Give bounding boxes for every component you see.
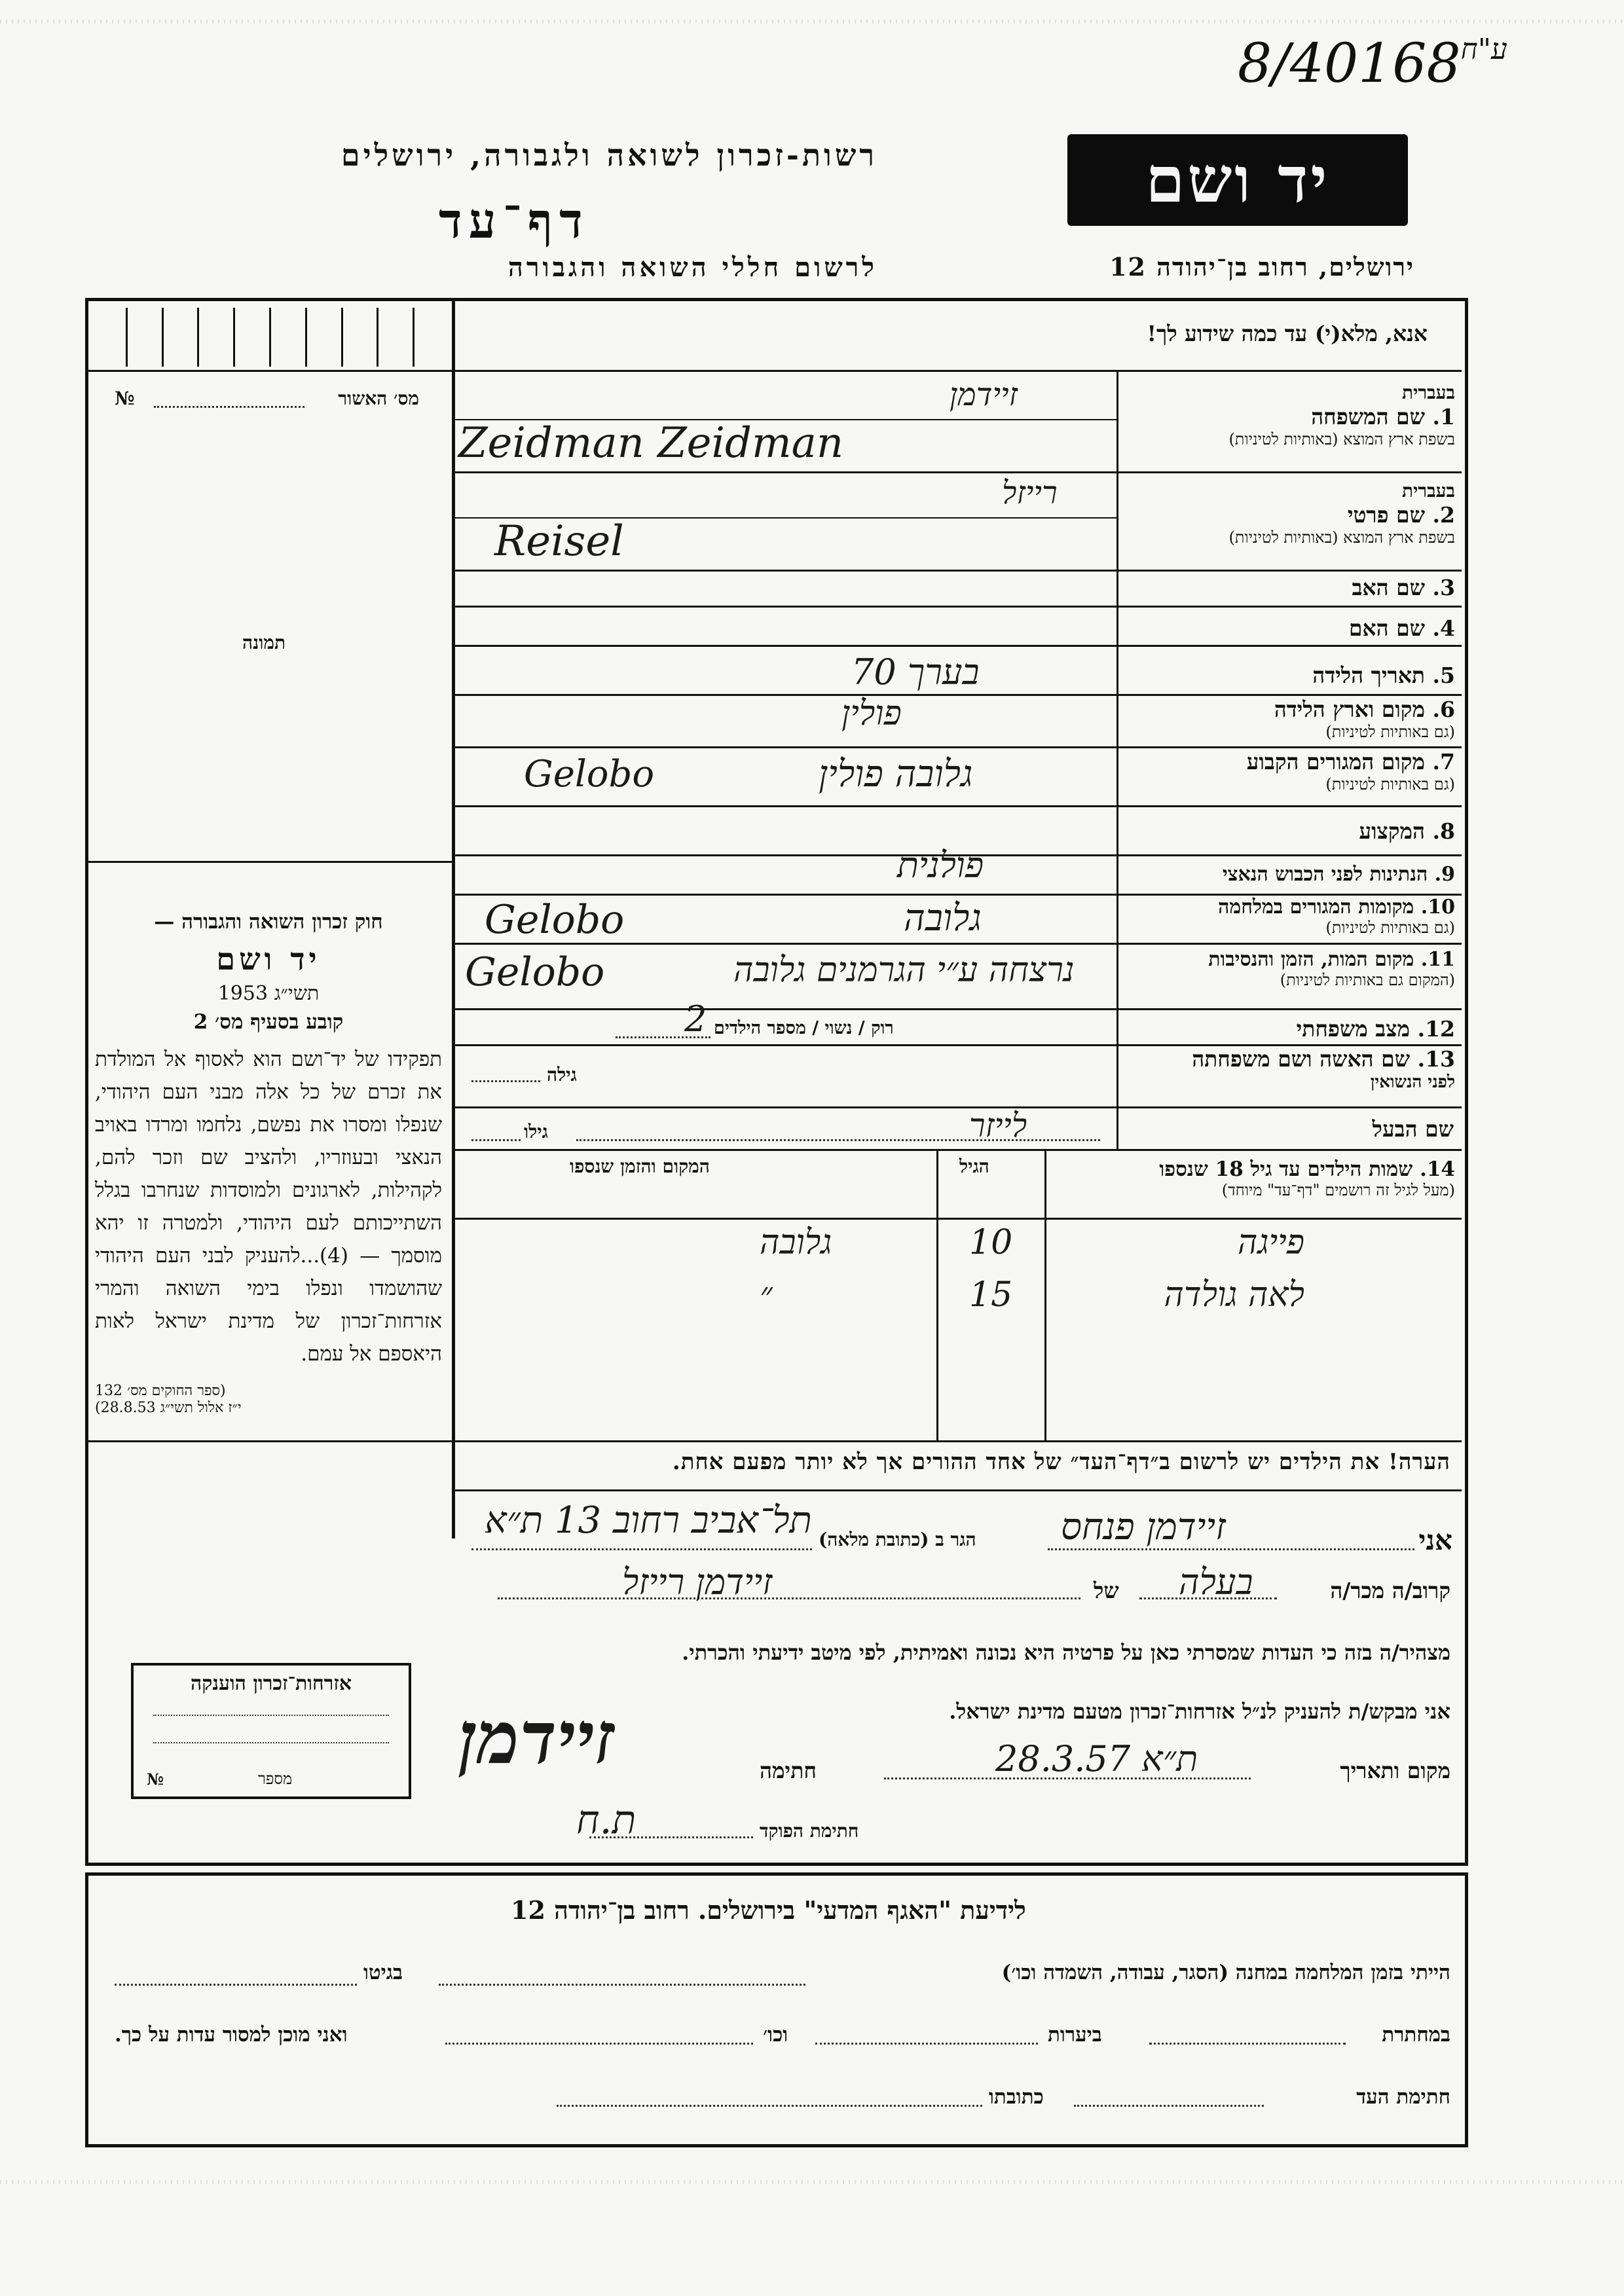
child-age: 15 [969, 1275, 1013, 1315]
f2-value-latin: Reisel [494, 517, 624, 566]
field-4-label: 4. שם האם [1348, 615, 1455, 641]
declaration-text: מצהיר/ה בזה כי העדות שמסרתי כאן על פרטיה היא נכונה ואמיתית, לפי מיטב ידיעתי והכרתי. [682, 1640, 1450, 1665]
f13b-value: לייזר [969, 1106, 1027, 1144]
law-clause: קובע בסעיף מס׳ 2 [193, 1010, 344, 1034]
f12-options: רוק / נשוי / מספר הילדים [714, 1018, 894, 1038]
yad-vashem-logo: יד ושם [1067, 134, 1408, 226]
f13b-age-label: גילו [524, 1121, 548, 1142]
signature-label: חתימה [760, 1758, 817, 1783]
bottom-line2b: ביערות [1048, 2023, 1102, 2047]
field-8-label: 8. המקצוע [1359, 818, 1455, 844]
col-age: הגיל [959, 1156, 989, 1177]
field-6-label: 6. מקום וארץ הלידה (גם באותיות לטיניות) [1274, 697, 1455, 741]
relation-label: קרוב/ה מכר/ה [1330, 1578, 1450, 1603]
instruction: אנא, מלא(י) עד כמה שידוע לך! [1147, 321, 1428, 346]
declarant-name: זיידמן פנחס [1061, 1506, 1226, 1548]
citizenship-box: אזרחות־זכרון הוענקה № מספר [131, 1663, 411, 1799]
f9-value: פולנית [897, 845, 984, 886]
place-date-value: ת״א 28.3.57 [995, 1738, 1198, 1779]
bottom-line2a: במחתרת [1382, 2023, 1450, 2047]
page-title: דף־עד [439, 193, 589, 249]
field-7-label: 7. מקום המגורים הקבוע (גם באותיות לטיניות) [1246, 749, 1455, 793]
page-subtitle: לרשום חללי השואה והגבורה [507, 252, 877, 283]
child-row [452, 1270, 1462, 1322]
field-13-label: 13. שם האשה ושם משפחתה לפני הנשואין [1192, 1046, 1455, 1092]
child-age: 10 [969, 1223, 1013, 1262]
bottom-line2c: וכו׳ [763, 2023, 788, 2047]
approval-no: № [115, 388, 135, 409]
field-3-label: 3. שם האב [1352, 575, 1455, 600]
bottom-line1a: הייתי בזמן המלחמה במחנה (הסגר, עבודה, השמדה וכו׳) [1001, 1961, 1450, 1984]
child-name: פייגה [1237, 1223, 1304, 1262]
resides-label: הגר ב (כתובת מלאה) [819, 1529, 976, 1550]
note: הערה! את הילדים יש לרשום ב״דף־העד״ של אחד ההורים אך לא יותר מפעם אחת. [672, 1449, 1450, 1475]
f10-value-hebrew: גלובה [904, 897, 982, 939]
archive-number: $8/40168^{ע"ח}$ [1238, 33, 1507, 95]
field-10-label: 10. מקומות המגורים במלחמה (גם באותיות לטיניות) [1218, 896, 1455, 937]
law-box [95, 910, 442, 1416]
f2-value-hebrew: רייזל [1002, 475, 1058, 511]
field-14-label: 14. שמות הילדים עד גיל 18 שנספו (מעל לגיל זה רושמים "דף־עד" מיוחד) [1159, 1157, 1455, 1199]
col-place: המקום והזמן שנספו [570, 1156, 710, 1177]
declarant-address: תל־אביב רחוב 13 ת״א [485, 1499, 812, 1542]
approval-label: מס׳ האשור [338, 388, 419, 409]
child-row [452, 1218, 1462, 1270]
f13-age-label: גילה [547, 1064, 577, 1085]
f1-value-hebrew: זיידמן [950, 376, 1018, 413]
field-2-label: בעברית 2. שם פרטי בשפת ארץ המוצא (באותיות לטיניות) [1228, 480, 1455, 547]
bottom-line2d: ואני מוכן למסור עדות על כך. [115, 2023, 348, 2047]
bottom-line3b: כתובתו [989, 2085, 1044, 2109]
f11-value-latin: Gelobo [465, 949, 605, 995]
law-source: (ספר החוקים מס׳ 132 [95, 1383, 226, 1399]
child-place: גלובה [760, 1223, 832, 1262]
scan-noise-top [0, 20, 1624, 24]
child-place: ״ [760, 1275, 773, 1315]
of-value: זיידמן רייזל [622, 1561, 773, 1603]
bottom-line3a: חתימת העד [1356, 2085, 1450, 2109]
of-label: של [1094, 1578, 1119, 1603]
code-boxes [92, 308, 449, 367]
officer-label: חתימת הפוקד [760, 1820, 859, 1842]
field-1-label: בעברית 1. שם המשפחה בשפת ארץ המוצא (באותיות לטיניות) [1228, 382, 1455, 448]
field-12-label: 12. מצב משפחתי [1296, 1016, 1455, 1042]
org-line: רשות-זכרון לשואה ולגבורה, ירושלים [341, 137, 877, 173]
f10-value-latin: Gelobo [485, 897, 625, 943]
address: ירושלים, רחוב בן־יהודה 12 [1109, 252, 1414, 282]
place-date-label: מקום ותאריך [1340, 1758, 1450, 1783]
law-year: תשי״ג 1953 [217, 982, 320, 1005]
citizenship-title: אזרחות־זכרון הוענקה [190, 1672, 352, 1695]
f5-value: בערך 70 [851, 651, 980, 693]
f1-value-latin: Zeidman Zeidman [458, 419, 844, 467]
bottom-heading: לידיעת "האגף המדעי" בירושלים. רחוב בן־יהודה 12 [511, 1895, 1026, 1925]
f12-value: 2 [684, 998, 707, 1040]
f7-value-hebrew: גלובה פולין [819, 753, 973, 795]
f7-value-latin: Gelobo [524, 753, 655, 795]
law-body: תפקידו של יד־ושם הוא לאסוף אל המולדת את זכרם של כל אלה מבני העם היהודי, שנפלו ומסרו את נפשם, נלחמו ומרדו באויב הנאצי ובעוזריו, ולהציב שם וזכר להם, לקהילות, לארגונים ולמוסדות שנחרבו בגלל השתייכותם לעם היהודי, ולמטרה זו יהא מוסמך — (4)...להעניק לבני העם היהודי שהושמדו ונפלו בימי השואה והמרי אזרחות־זכרון של מדינת ישראל לאות היאספם אל עמם. [95, 1048, 442, 1366]
request-text: אני מבקש/ת להעניק לנ״ל אזרחות־זכרון מטעם מדינת ישראל. [949, 1699, 1450, 1724]
law-source-date: י״ז אלול תשי״ג 28.8.53) [95, 1400, 242, 1416]
law-name: יד ושם [216, 941, 321, 977]
law-title: חוק זכרון השואה והגבורה — [154, 910, 383, 934]
officer-signature: ת.ח [576, 1797, 637, 1843]
field-9-label: 9. הנתינות לפני הכבוש הנאצי [1222, 863, 1455, 886]
signature: זיידמן [458, 1696, 615, 1780]
field-13b-label: שם הבעל [1372, 1116, 1454, 1142]
f6-value: פולין [841, 694, 902, 733]
field-11-label: 11. מקום המות, הזמן והנסיבות (המקום גם באותיות לטיניות) [1208, 948, 1455, 989]
field-5-label: 5. תאריך הלידה [1312, 663, 1455, 688]
photo-label: תמונה [242, 632, 286, 653]
child-name: לאה גולדה [1164, 1275, 1304, 1315]
relation-value: בעלה [1179, 1561, 1253, 1603]
bottom-line1b: בגיטו [363, 1961, 403, 1984]
f11-value-hebrew: נרצחה ע״י הגרמנים גלובה [733, 951, 1075, 990]
scan-noise-bottom [0, 2180, 1624, 2184]
declarant-ani: אני [1418, 1524, 1452, 1556]
